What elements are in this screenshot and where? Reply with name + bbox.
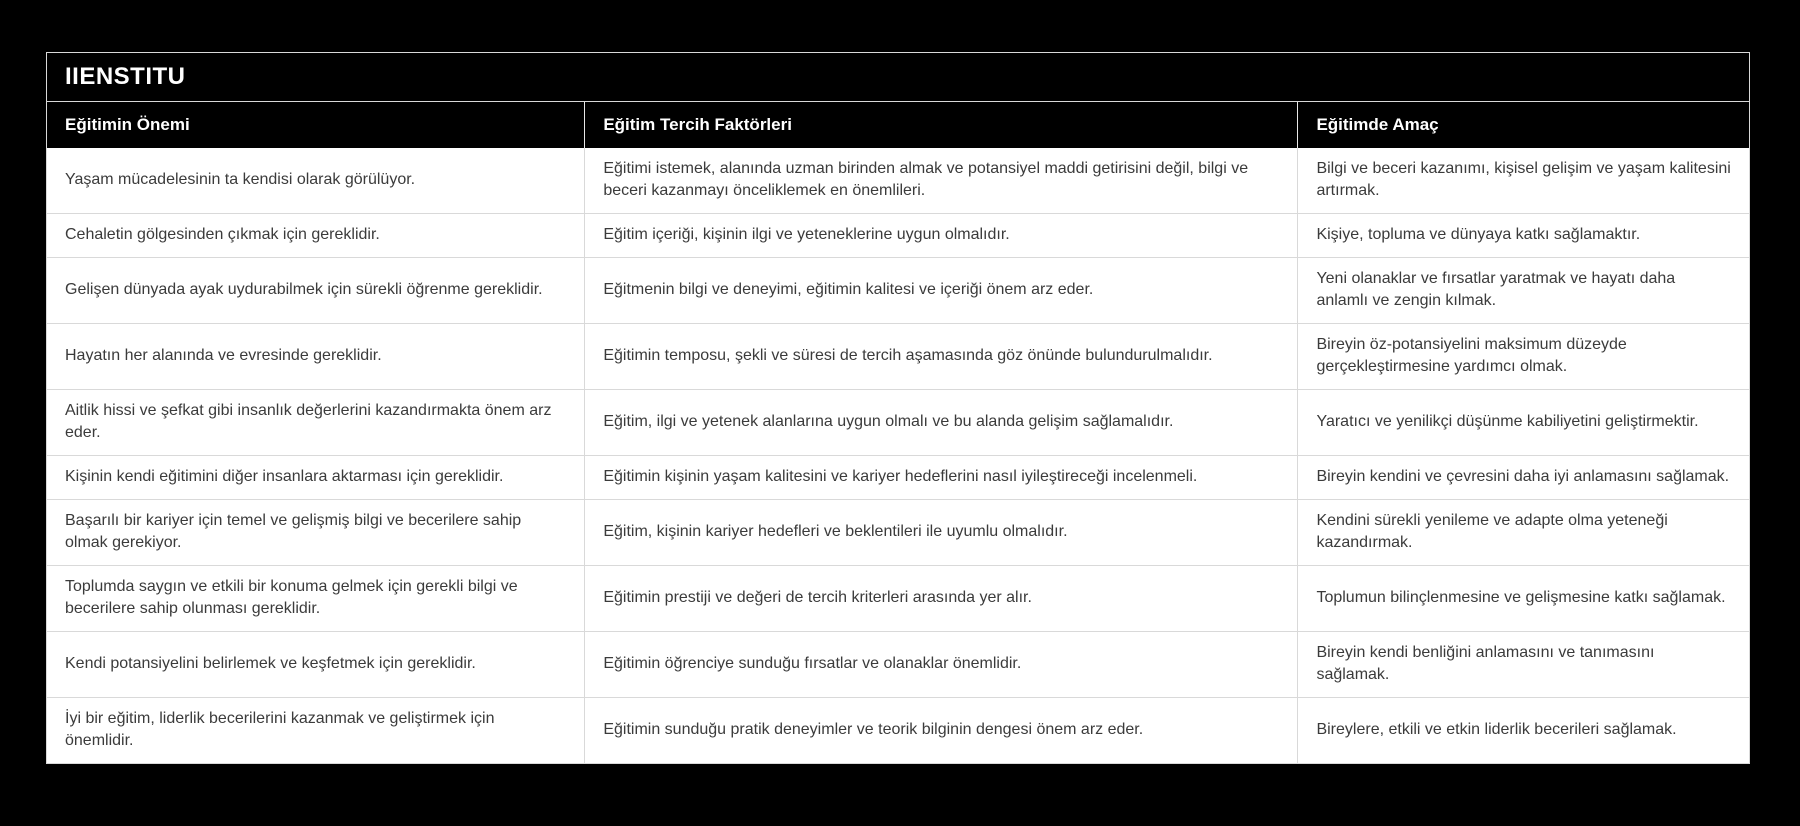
table-cell: Toplumun bilinçlenmesine ve gelişmesine katkı sağlamak. <box>1298 566 1749 632</box>
table-cell: Hayatın her alanında ve evresinde gereklidir. <box>47 324 585 390</box>
table-cell: Cehaletin gölgesinden çıkmak için gereklidir. <box>47 214 585 258</box>
table-cell: Kişinin kendi eğitimini diğer insanlara aktarması için gereklidir. <box>47 456 585 500</box>
table-cell: Yaratıcı ve yenilikçi düşünme kabiliyetini geliştirmektir. <box>1298 390 1749 456</box>
table-cell: Eğitimin temposu, şekli ve süresi de tercih aşamasında göz önünde bulundurulmalıdır. <box>585 324 1298 390</box>
table-cell: Yaşam mücadelesinin ta kendisi olarak görülüyor. <box>47 148 585 214</box>
table-cell: Eğitim, ilgi ve yetenek alanlarına uygun olmalı ve bu alanda gelişim sağlamalıdır. <box>585 390 1298 456</box>
table-cell: İyi bir eğitim, liderlik becerilerini kazanmak ve geliştirmek için önemlidir. <box>47 698 585 764</box>
page-title: IIENSTITU <box>47 53 1749 102</box>
table-cell: Eğitim, kişinin kariyer hedefleri ve beklentileri ile uyumlu olmalıdır. <box>585 500 1298 566</box>
table-row <box>47 456 1749 500</box>
table-cell: Eğitimin sunduğu pratik deneyimler ve teorik bilginin dengesi önem arz eder. <box>585 698 1298 764</box>
table-body <box>47 148 1749 763</box>
table-cell: Bilgi ve beceri kazanımı, kişisel gelişim ve yaşam kalitesini artırmak. <box>1298 148 1749 214</box>
column-header-egitimin-onemi: Eğitimin Önemi <box>47 102 585 148</box>
table-cell: Bireylere, etkili ve etkin liderlik becerileri sağlamak. <box>1298 698 1749 764</box>
table-cell: Toplumda saygın ve etkili bir konuma gelmek için gerekli bilgi ve becerilere sahip olunması gereklidir. <box>47 566 585 632</box>
table-row <box>47 566 1749 632</box>
table-cell: Eğitimin öğrenciye sunduğu fırsatlar ve olanaklar önemlidir. <box>585 632 1298 698</box>
table-row <box>47 632 1749 698</box>
table-cell: Eğitimin kişinin yaşam kalitesini ve kariyer hedeflerini nasıl iyileştireceği incelenmeli. <box>585 456 1298 500</box>
table-row <box>47 390 1749 456</box>
table-cell: Kendini sürekli yenileme ve adapte olma yeteneği kazandırmak. <box>1298 500 1749 566</box>
table-row <box>47 148 1749 214</box>
table-cell: Bireyin kendi benliğini anlamasını ve tanımasını sağlamak. <box>1298 632 1749 698</box>
table-cell: Eğitimin prestiji ve değeri de tercih kriterleri arasında yer alır. <box>585 566 1298 632</box>
education-table <box>47 102 1749 763</box>
table-row <box>47 258 1749 324</box>
table-row <box>47 324 1749 390</box>
table-cell: Bireyin kendini ve çevresini daha iyi anlamasını sağlamak. <box>1298 456 1749 500</box>
table-header-row <box>47 102 1749 148</box>
column-header-egitim-tercih-faktorleri: Eğitim Tercih Faktörleri <box>585 102 1298 148</box>
table-row <box>47 698 1749 764</box>
table-cell: Kendi potansiyelini belirlemek ve keşfetmek için gereklidir. <box>47 632 585 698</box>
table-cell: Başarılı bir kariyer için temel ve gelişmiş bilgi ve becerilere sahip olmak gerekiyor. <box>47 500 585 566</box>
table-row <box>47 214 1749 258</box>
column-header-egitimde-amac: Eğitimde Amaç <box>1298 102 1749 148</box>
table-cell: Eğitim içeriği, kişinin ilgi ve yeteneklerine uygun olmalıdır. <box>585 214 1298 258</box>
table-cell: Bireyin öz-potansiyelini maksimum düzeyde gerçekleştirmesine yardımcı olmak. <box>1298 324 1749 390</box>
table-row <box>47 500 1749 566</box>
table-cell: Kişiye, topluma ve dünyaya katkı sağlamaktır. <box>1298 214 1749 258</box>
content-panel <box>46 52 1750 764</box>
table-cell: Aitlik hissi ve şefkat gibi insanlık değerlerini kazandırmakta önem arz eder. <box>47 390 585 456</box>
table-cell: Eğitimi istemek, alanında uzman birinden almak ve potansiyel maddi getirisini değil, bilgi ve beceri kazanmayı önceliklemek en önemlileri. <box>585 148 1298 214</box>
table-cell: Yeni olanaklar ve fırsatlar yaratmak ve hayatı daha anlamlı ve zengin kılmak. <box>1298 258 1749 324</box>
table-cell: Gelişen dünyada ayak uydurabilmek için sürekli öğrenme gereklidir. <box>47 258 585 324</box>
table-cell: Eğitmenin bilgi ve deneyimi, eğitimin kalitesi ve içeriği önem arz eder. <box>585 258 1298 324</box>
